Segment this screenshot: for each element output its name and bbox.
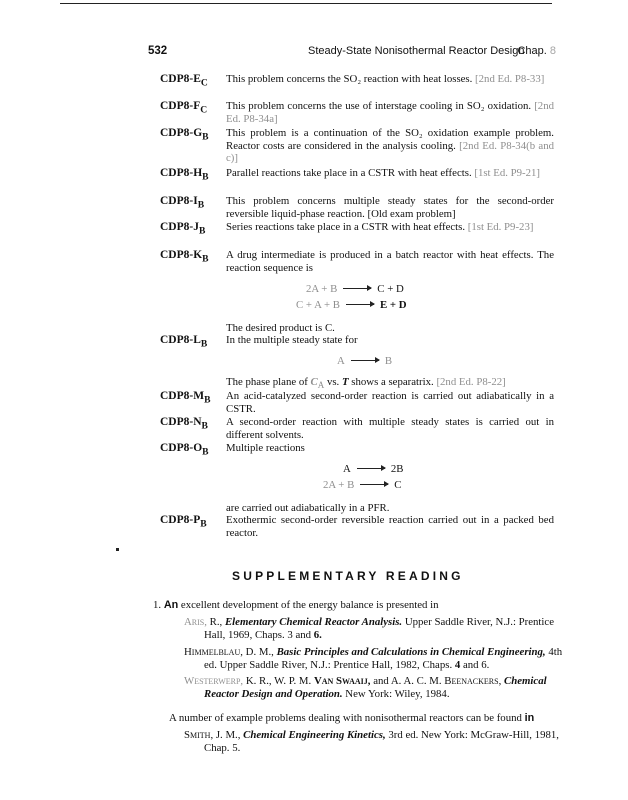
reaction-l: A B — [337, 355, 393, 367]
arrow-icon — [351, 360, 379, 361]
problem-label: $CDP8-N_B$ — [160, 416, 208, 432]
arrow-icon — [357, 468, 385, 469]
reference-westerwerp: Westerwerp, K. R., W. P. M. Van Swaaij, and A. A. C. M. Beenackers, Chemical Reactor Design and Operation. New York: Wiley, 1984. — [184, 675, 547, 700]
arrow-icon — [360, 484, 388, 485]
supp-intro: 1. An excellent development of the energy balance is presented in — [153, 599, 439, 611]
supp-para-2: A number of example problems dealing with nonisothermal reactors can be found in — [169, 712, 535, 724]
problem-label: $CDP8-M_B$ — [160, 390, 211, 406]
edition-note: [2nd Ed. P8-22] — [436, 376, 506, 388]
problem-text: Multiple reactions — [226, 442, 305, 454]
problem-label: $CDP8-P_B$ — [160, 514, 207, 530]
reaction-o1: A 2B — [343, 463, 404, 475]
problem-text: Parallel reactions take place in a CSTR with heat effects. [1st Ed. P9-21] — [226, 167, 541, 179]
running-title: Steady-State Nonisothermal Reactor Design — [308, 45, 525, 57]
edition-note: [2nd Ed. P8-33] — [475, 73, 545, 85]
page-number: 532 — [148, 45, 168, 57]
reaction-o2: 2A + B C — [323, 479, 402, 491]
chapter-number: 8 — [549, 45, 556, 57]
problem-text: This problem concerns the use of interstage cooling in SO₂ oxidation. [2nd Ed. P8-34a] — [226, 100, 554, 125]
problem-text: Series reactions take place in a CSTR with heat effects. [1st Ed. P9-23] — [226, 221, 534, 233]
desired-product-line: The desired product is C. — [226, 322, 335, 334]
reference-aris: Aris, R., Elementary Chemical Reactor Analysis. Upper Saddle River, N.J.: Prentice Hall, 1969, Chaps. 3 and 6. — [184, 616, 555, 641]
problem-text: An acid-catalyzed second-order reaction is carried out adiabatically in a CSTR. — [226, 390, 554, 415]
arrow-icon — [346, 304, 374, 305]
problem-label: $CDP8-K_B$ — [160, 249, 209, 265]
problem-label: $CDP8-E_C$ — [160, 73, 208, 89]
problem-text: A second-order reaction with multiple steady states is carried out in different solvents. — [226, 416, 554, 441]
reaction-k2: C + A + B E + D — [296, 299, 407, 311]
problem-text: This problem concerns multiple steady states for the second-order reversible liquid-phase reaction. [Old exam problem] — [226, 195, 554, 220]
running-header — [148, 45, 556, 61]
problem-text: Exothermic second-order reversible reaction carried out in a packed bed reactor. — [226, 514, 554, 539]
reference-himmelblau: Himmelblau, D. M., Basic Principles and Calculations in Chemical Engineering, 4th ed. Upper Saddle River, N.J.: Prentice Hall, 1982, Chaps. 4 and 6. — [184, 646, 563, 671]
problem-label: $CDP8-H_B$ — [160, 167, 209, 183]
problem-label: $CDP8-J_B$ — [160, 221, 206, 237]
problem-text: This problem is a continuation of the SO₂ oxidation example problem. Reactor costs are considered in the analysis cooling. [2nd Ed. P8-34(b and c)] — [226, 127, 555, 165]
problem-label: $CDP8-G_B$ — [160, 127, 209, 143]
section-heading: SUPPLEMENTARY READING — [232, 569, 464, 583]
problem-label: $CDP8-I_B$ — [160, 195, 205, 211]
edition-note: [1st Ed. P9-23] — [467, 221, 534, 233]
phase-plane-line: The phase plane of $C_A$ vs. T shows a separatrix. [2nd Ed. P8-22] — [226, 376, 506, 391]
top-rule — [60, 3, 552, 4]
problem-label: $CDP8-L_B$ — [160, 334, 208, 350]
problem-text: In the multiple steady state for — [226, 334, 358, 346]
problem-label: $CDP8-F_C$ — [160, 100, 208, 116]
problem-text: This problem concerns the SO₂ reaction with heat losses. [2nd Ed. P8-33] — [226, 73, 545, 85]
reference-smith: Smith, J. M., Chemical Engineering Kinetics, 3rd ed. New York: McGraw-Hill, 1981, Chap. 5. — [184, 729, 559, 754]
edition-note: [1st Ed. P9-21] — [474, 167, 541, 179]
pfr-line: are carried out adiabatically in a PFR. — [226, 502, 390, 514]
problem-text: A drug intermediate is produced in a batch reactor with heat effects. The reaction sequence is — [226, 249, 554, 274]
reaction-k1: 2A + B C + D — [306, 283, 404, 295]
edition-note: [2nd Ed. P8-34a] — [226, 100, 554, 125]
chapter-ref — [517, 45, 556, 57]
edition-note: [2nd Ed. P8-34(b and c)] — [226, 139, 555, 165]
chapter-prefix: Chap. — [517, 45, 547, 57]
problem-label: $CDP8-O_B$ — [160, 442, 209, 458]
arrow-icon — [343, 288, 371, 289]
bullet-mark — [116, 548, 119, 551]
